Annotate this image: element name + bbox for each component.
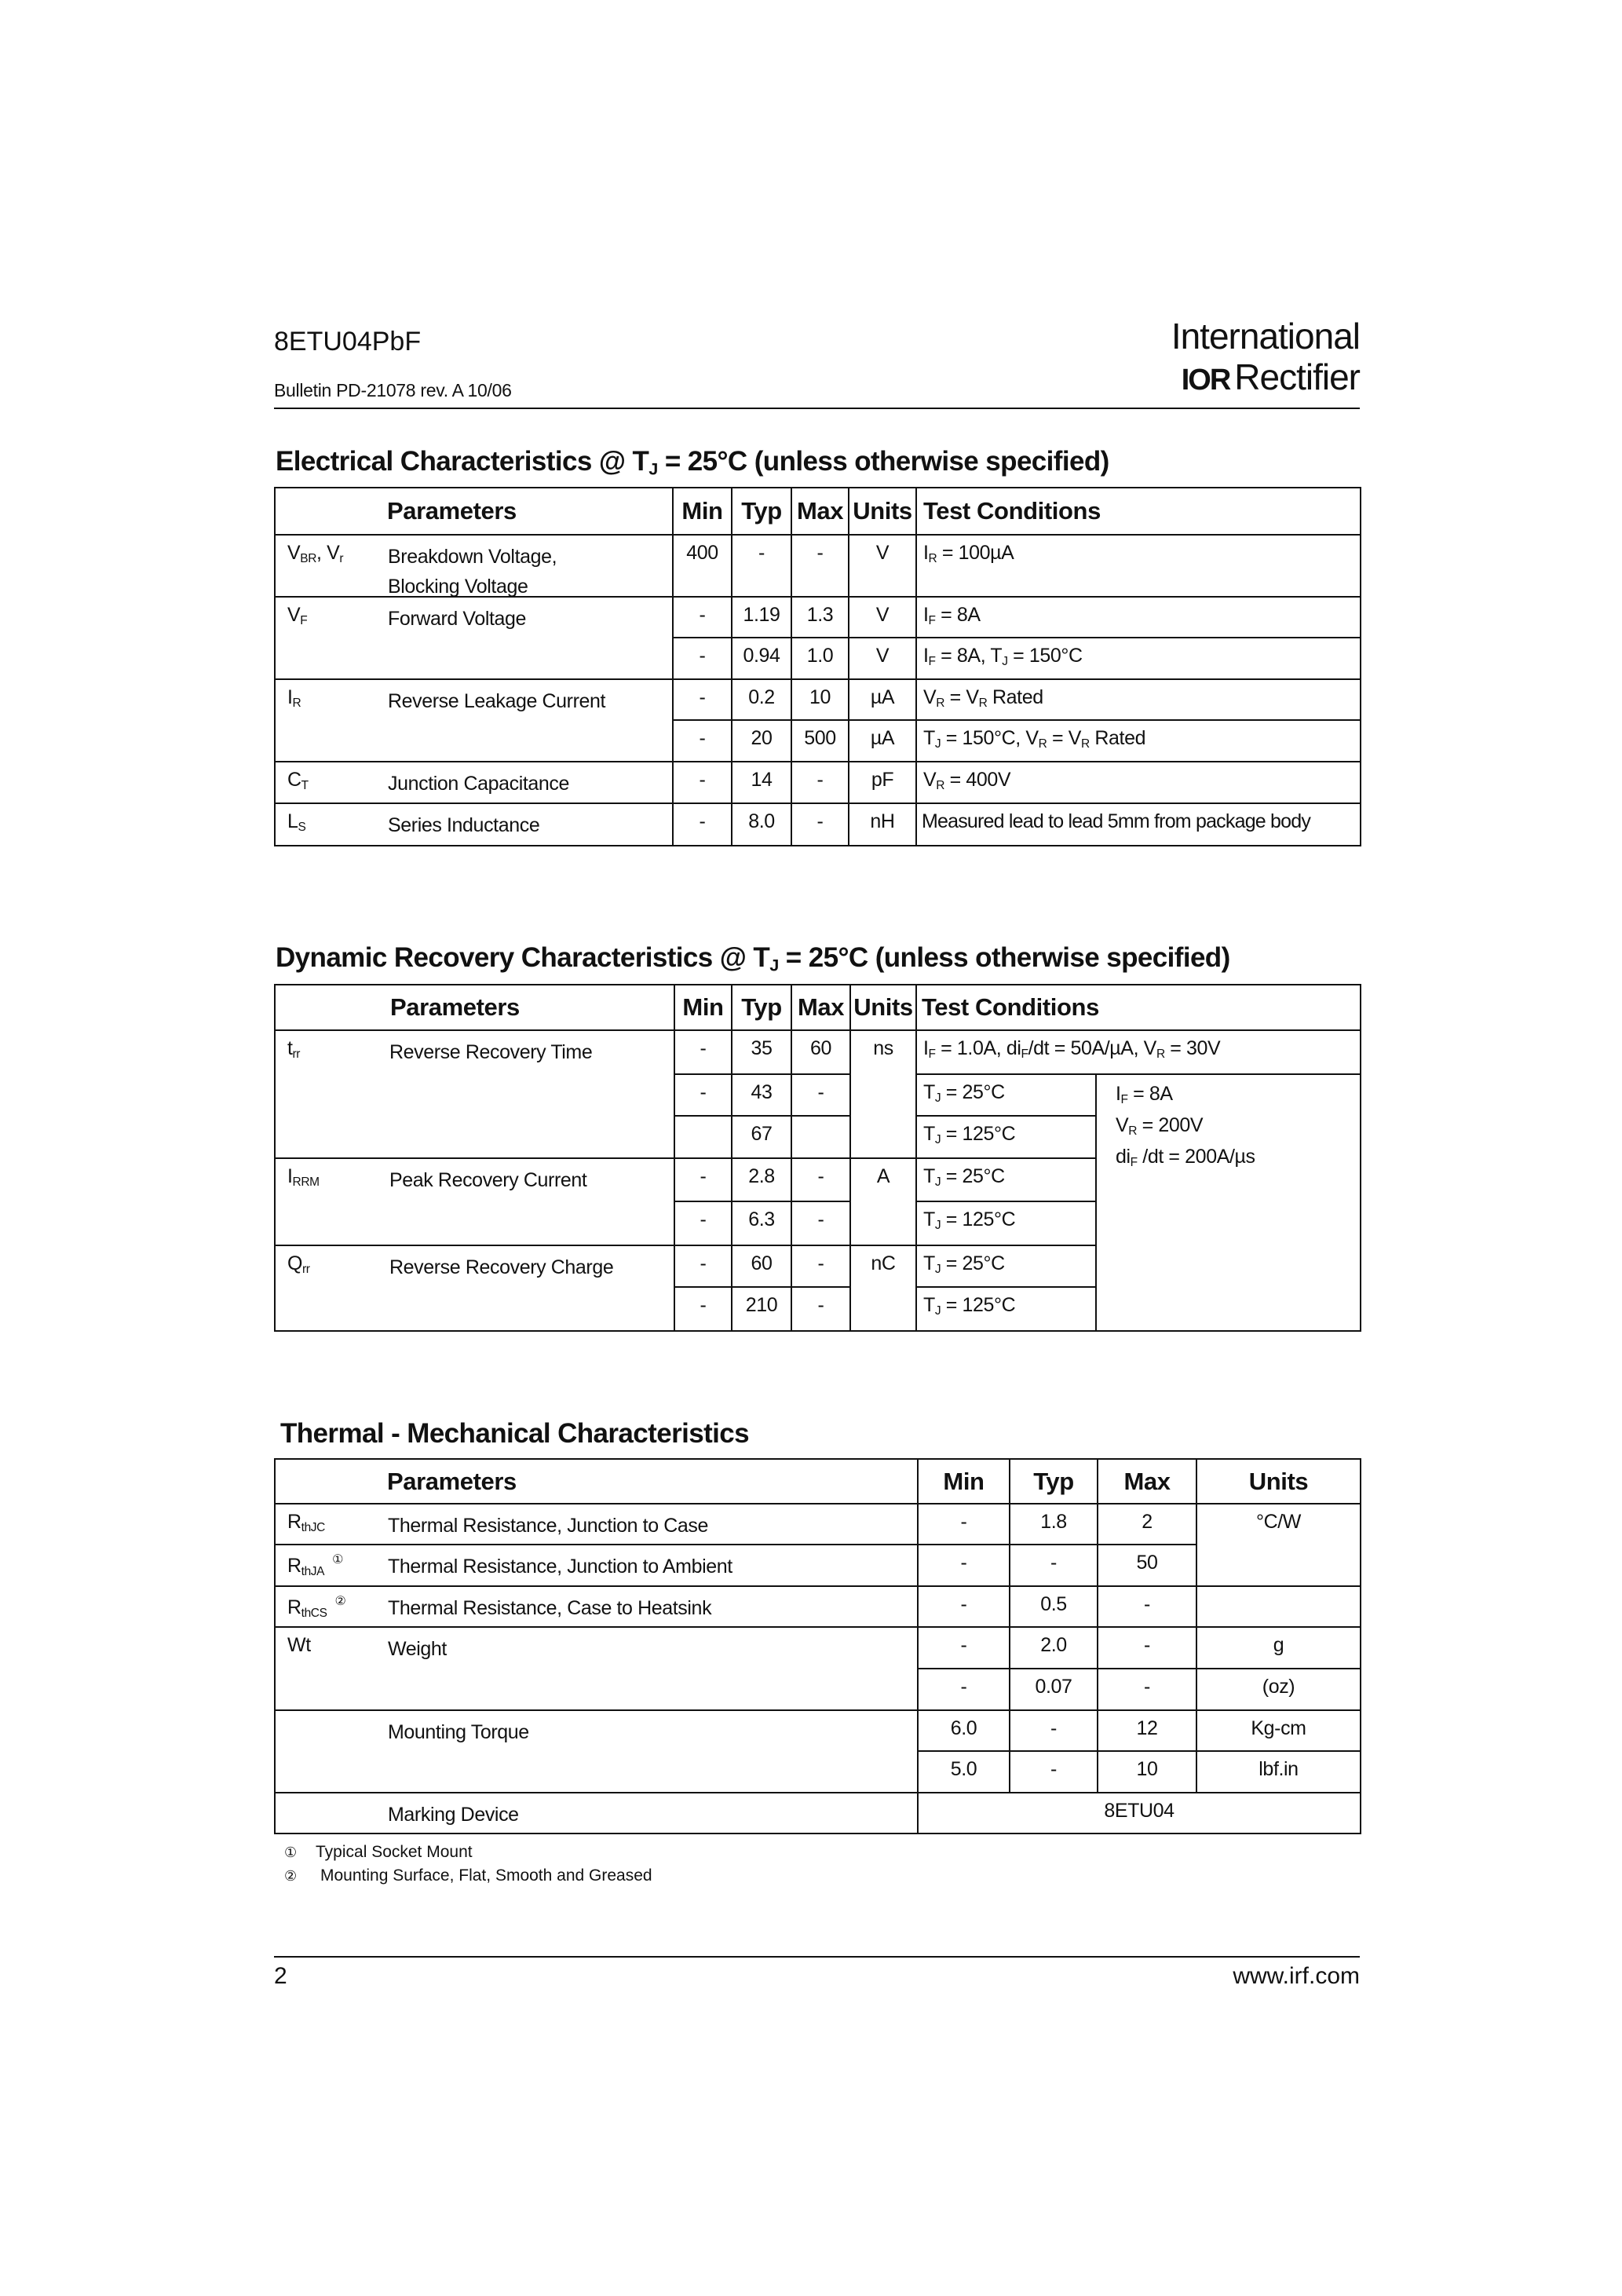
table-row bbox=[275, 1793, 1361, 1834]
max: 50 bbox=[1098, 1545, 1196, 1586]
units: V bbox=[849, 597, 916, 638]
min: - bbox=[918, 1669, 1010, 1710]
max: - bbox=[791, 1201, 850, 1245]
max: 10 bbox=[1098, 1751, 1196, 1793]
typ: 6.3 bbox=[732, 1201, 791, 1245]
text-segment: = 1.0A, di bbox=[935, 1037, 1021, 1059]
table-row bbox=[275, 1627, 1361, 1669]
min: - bbox=[673, 638, 732, 679]
min: - bbox=[674, 1158, 732, 1201]
text-segment: Q bbox=[287, 1252, 303, 1274]
text-segment: = 25°C (unless otherwise specified) bbox=[657, 446, 1109, 477]
parameter-cell bbox=[275, 1030, 674, 1158]
parameter-name: Reverse Leakage Current bbox=[388, 690, 606, 712]
text-segment: /dt = 200A/µs bbox=[1137, 1146, 1255, 1168]
text-segment: I bbox=[1116, 1083, 1121, 1105]
subscript: F bbox=[1130, 1155, 1138, 1169]
subscript: rr bbox=[292, 1047, 301, 1061]
subscript: rr bbox=[302, 1262, 310, 1276]
test-condition bbox=[916, 1245, 1096, 1287]
parameter-name: Peak Recovery Current bbox=[389, 1169, 587, 1191]
text-segment: = 150°C bbox=[1007, 645, 1083, 667]
min: - bbox=[674, 1201, 732, 1245]
min: - bbox=[674, 1245, 732, 1287]
parameter-name: Series Inductance bbox=[388, 814, 540, 836]
min: 6.0 bbox=[918, 1710, 1010, 1751]
text-segment: V bbox=[287, 542, 301, 564]
text-segment: = 400V bbox=[944, 769, 1011, 791]
text-segment: = 125°C bbox=[941, 1208, 1016, 1230]
max bbox=[791, 1116, 850, 1158]
header-parameters: Parameters bbox=[275, 1459, 918, 1504]
website-link[interactable]: www.irf.com bbox=[1233, 1963, 1360, 1989]
max: - bbox=[1098, 1586, 1196, 1627]
subscript: F bbox=[1120, 1092, 1128, 1106]
max: 500 bbox=[791, 720, 849, 762]
min: - bbox=[674, 1287, 732, 1331]
parameter-name-2: Blocking Voltage bbox=[388, 576, 528, 598]
typ: - bbox=[1010, 1545, 1098, 1586]
typ: 0.2 bbox=[732, 679, 791, 720]
symbol bbox=[287, 1511, 325, 1534]
footnote bbox=[284, 1866, 652, 1885]
footnote-mark: ① bbox=[284, 1844, 298, 1860]
text-segment: V bbox=[1116, 1114, 1129, 1136]
table-header bbox=[275, 488, 1361, 535]
header-divider bbox=[274, 408, 1360, 409]
symbol bbox=[287, 1037, 300, 1060]
dynamic-title bbox=[276, 942, 1230, 974]
text-segment: = 200V bbox=[1137, 1114, 1204, 1136]
table-header bbox=[275, 1459, 1361, 1504]
typ: 67 bbox=[732, 1116, 791, 1158]
subscript: R bbox=[292, 696, 301, 710]
min: - bbox=[918, 1627, 1010, 1669]
text-segment: L bbox=[287, 810, 298, 832]
parameter-name: Forward Voltage bbox=[388, 608, 527, 630]
subscript: F bbox=[1021, 1047, 1028, 1061]
parameter-cell bbox=[275, 1710, 918, 1793]
parameter-name: Reverse Recovery Time bbox=[389, 1041, 593, 1063]
subscript: thJA bbox=[301, 1565, 325, 1579]
parameter-name: Junction Capacitance bbox=[388, 773, 570, 795]
header-units: Units bbox=[850, 985, 916, 1030]
max: 1.0 bbox=[791, 638, 849, 679]
text-segment: R bbox=[287, 1555, 301, 1578]
text-segment: Electrical Characteristics @ T bbox=[276, 446, 649, 477]
subscript: RRM bbox=[292, 1175, 320, 1189]
text-segment: = 25°C bbox=[941, 1252, 1005, 1274]
header-conditions: Test Conditions bbox=[916, 488, 1361, 535]
text-segment: Measured lead to lead 5mm from package body bbox=[922, 810, 1311, 832]
text-segment: I bbox=[287, 686, 293, 708]
min: - bbox=[918, 1586, 1010, 1627]
max: - bbox=[1098, 1627, 1196, 1669]
table-row bbox=[275, 803, 1361, 846]
footnote-text: Mounting Surface, Flat, Smooth and Greased bbox=[320, 1866, 652, 1885]
typ: 35 bbox=[732, 1030, 791, 1074]
test-condition bbox=[916, 535, 1361, 597]
subscript: J bbox=[934, 1091, 941, 1105]
text-segment: = V bbox=[944, 686, 979, 708]
test-condition bbox=[916, 1201, 1096, 1245]
text-segment: V bbox=[923, 686, 937, 708]
max: - bbox=[791, 1074, 850, 1116]
parameter-cell bbox=[275, 597, 673, 679]
test-condition bbox=[916, 597, 1361, 638]
typ: - bbox=[1010, 1710, 1098, 1751]
subscript: F bbox=[928, 654, 936, 668]
text-segment: Rated bbox=[1089, 727, 1146, 749]
electrical-table bbox=[274, 487, 1361, 846]
typ: - bbox=[732, 535, 791, 597]
text-segment: R bbox=[287, 1596, 301, 1619]
subscript: R bbox=[1081, 737, 1090, 751]
typ: 210 bbox=[732, 1287, 791, 1331]
text-segment: = 125°C bbox=[941, 1123, 1016, 1145]
text-segment: T bbox=[923, 1165, 935, 1187]
min: - bbox=[673, 597, 732, 638]
text-segment: I bbox=[923, 542, 929, 564]
min: 400 bbox=[673, 535, 732, 597]
subscript: F bbox=[928, 1047, 936, 1061]
thermal-title: Thermal - Mechanical Characteristics bbox=[280, 1418, 749, 1449]
parameter-name: Breakdown Voltage, bbox=[388, 546, 557, 568]
table-row bbox=[275, 1030, 1361, 1074]
typ: 1.19 bbox=[732, 597, 791, 638]
symbol bbox=[287, 686, 301, 709]
units: nH bbox=[849, 803, 916, 846]
text-segment: T bbox=[923, 1123, 935, 1145]
subscript: R bbox=[1156, 1047, 1165, 1061]
header-min: Min bbox=[674, 985, 732, 1030]
text-segment: = 8A, T bbox=[935, 645, 1003, 667]
text-segment: T bbox=[923, 1252, 935, 1274]
max: - bbox=[791, 803, 849, 846]
footer-divider bbox=[274, 1956, 1360, 1958]
text-segment: t bbox=[287, 1037, 293, 1059]
max: 1.3 bbox=[791, 597, 849, 638]
text-segment: I bbox=[923, 604, 929, 626]
max: - bbox=[791, 762, 849, 803]
header-max: Max bbox=[791, 488, 849, 535]
table-row bbox=[275, 762, 1361, 803]
common-condition bbox=[1116, 1078, 1360, 1110]
parameter-cell bbox=[275, 1158, 674, 1245]
typ: 20 bbox=[732, 720, 791, 762]
text-segment: R bbox=[287, 1511, 301, 1533]
typ: 2.8 bbox=[732, 1158, 791, 1201]
units: µA bbox=[849, 720, 916, 762]
text-segment: = 25°C (unless otherwise specified) bbox=[778, 942, 1230, 973]
bulletin-info: Bulletin PD-21078 rev. A 10/06 bbox=[274, 380, 512, 400]
header-typ: Typ bbox=[732, 985, 791, 1030]
units: (oz) bbox=[1196, 1669, 1361, 1710]
footnote-mark: ② bbox=[284, 1868, 298, 1884]
typ: 1.8 bbox=[1010, 1504, 1098, 1545]
min: - bbox=[673, 679, 732, 720]
header-parameters: Parameters bbox=[275, 985, 674, 1030]
text-segment: di bbox=[1116, 1146, 1131, 1168]
test-condition bbox=[916, 638, 1361, 679]
logo-line2: Rectifier bbox=[1234, 356, 1360, 397]
parameter-name: Thermal Resistance, Junction to Ambient bbox=[388, 1556, 732, 1578]
text-segment: /dt = 50A/µA, V bbox=[1028, 1037, 1156, 1059]
subscript: J bbox=[934, 1303, 941, 1318]
header-units: Units bbox=[1196, 1459, 1361, 1504]
max: - bbox=[791, 535, 849, 597]
min: - bbox=[673, 803, 732, 846]
parameter-name: Weight bbox=[388, 1638, 447, 1660]
text-segment: I bbox=[923, 645, 929, 667]
typ: - bbox=[1010, 1751, 1098, 1793]
subscript: thCS bbox=[301, 1607, 327, 1621]
subscript: J bbox=[934, 1262, 941, 1276]
table-row bbox=[275, 1504, 1361, 1545]
units: lbf.in bbox=[1196, 1751, 1361, 1793]
header-typ: Typ bbox=[732, 488, 791, 535]
text-segment: = 25°C bbox=[941, 1081, 1005, 1103]
text-segment: V bbox=[923, 769, 937, 791]
text-segment: = 8A bbox=[1127, 1083, 1173, 1105]
text-segment: Wt bbox=[287, 1634, 311, 1656]
test-condition bbox=[916, 1074, 1096, 1116]
min: - bbox=[674, 1030, 732, 1074]
parameter-name: Thermal Resistance, Case to Heatsink bbox=[388, 1597, 712, 1619]
min: - bbox=[673, 762, 732, 803]
typ: 8.0 bbox=[732, 803, 791, 846]
typ: 14 bbox=[732, 762, 791, 803]
table-row bbox=[275, 535, 1361, 597]
units: µA bbox=[849, 679, 916, 720]
text-segment: T bbox=[923, 1081, 935, 1103]
footnote-text: Typical Socket Mount bbox=[316, 1843, 473, 1861]
test-condition bbox=[916, 762, 1361, 803]
units: nC bbox=[850, 1245, 916, 1331]
parameter-name: Thermal Resistance, Junction to Case bbox=[388, 1515, 709, 1537]
symbol bbox=[287, 1555, 324, 1577]
table-header bbox=[275, 985, 1361, 1030]
text-segment: , V bbox=[316, 542, 340, 564]
min: - bbox=[918, 1545, 1010, 1586]
text-segment: I bbox=[287, 1165, 293, 1187]
parameter-cell bbox=[275, 762, 673, 803]
units: ns bbox=[850, 1030, 916, 1158]
header-max: Max bbox=[791, 985, 850, 1030]
typ: 2.0 bbox=[1010, 1627, 1098, 1669]
part-number: 8ETU04PbF bbox=[274, 327, 422, 356]
subscript: thJC bbox=[301, 1520, 325, 1534]
symbol bbox=[287, 1596, 327, 1621]
header-conditions: Test Conditions bbox=[916, 985, 1361, 1030]
text-segment: = 25°C bbox=[941, 1165, 1005, 1187]
text-segment: = 30V bbox=[1164, 1037, 1221, 1059]
subscript: R bbox=[936, 696, 945, 710]
electrical-title bbox=[276, 446, 1109, 477]
max: 2 bbox=[1098, 1504, 1196, 1545]
logo-mark: IOR bbox=[1181, 364, 1230, 397]
test-condition bbox=[916, 803, 1361, 846]
symbol bbox=[287, 542, 343, 565]
common-condition bbox=[1116, 1110, 1360, 1141]
text-segment: T bbox=[923, 1294, 935, 1316]
page-number: 2 bbox=[274, 1963, 287, 1989]
test-condition bbox=[916, 1287, 1096, 1331]
header-units: Units bbox=[849, 488, 916, 535]
text-segment: I bbox=[923, 1037, 929, 1059]
subscript: r bbox=[339, 551, 344, 565]
subscript: J bbox=[769, 955, 779, 975]
typ: 0.07 bbox=[1010, 1669, 1098, 1710]
min: - bbox=[674, 1074, 732, 1116]
subscript: J bbox=[934, 1218, 941, 1232]
company-logo bbox=[1171, 316, 1360, 400]
units: V bbox=[849, 535, 916, 597]
max: - bbox=[791, 1158, 850, 1201]
text-segment: = 8A bbox=[935, 604, 981, 626]
subscript: BR bbox=[300, 551, 317, 565]
symbol bbox=[287, 1634, 311, 1657]
symbol bbox=[287, 769, 309, 792]
subscript: F bbox=[928, 613, 936, 627]
header-max: Max bbox=[1098, 1459, 1196, 1504]
parameter-name: Marking Device bbox=[388, 1804, 519, 1826]
symbol bbox=[287, 604, 307, 627]
text-segment: = 100µA bbox=[937, 542, 1014, 564]
subscript: S bbox=[298, 820, 306, 834]
table-row bbox=[275, 597, 1361, 638]
min: - bbox=[918, 1504, 1010, 1545]
text-segment: = 125°C bbox=[941, 1294, 1016, 1316]
subscript: R bbox=[978, 696, 988, 710]
footnote bbox=[284, 1843, 473, 1862]
table-row bbox=[275, 679, 1361, 720]
parameter-cell bbox=[275, 1586, 918, 1627]
units: g bbox=[1196, 1627, 1361, 1669]
parameter-cell bbox=[275, 1504, 918, 1545]
parameter-cell bbox=[275, 679, 673, 762]
min: 5.0 bbox=[918, 1751, 1010, 1793]
header-min: Min bbox=[918, 1459, 1010, 1504]
text-segment: = 150°C, V bbox=[941, 727, 1039, 749]
parameter-cell bbox=[275, 803, 673, 846]
subscript: R bbox=[1038, 737, 1047, 751]
symbol bbox=[287, 1165, 320, 1188]
parameter-cell bbox=[275, 1245, 674, 1331]
footnote-2-marker: ② bbox=[334, 1595, 346, 1608]
table-row bbox=[275, 1586, 1361, 1627]
subscript: R bbox=[936, 778, 945, 792]
text-segment: = V bbox=[1047, 727, 1082, 749]
typ: 43 bbox=[732, 1074, 791, 1116]
marking-value: 8ETU04 bbox=[918, 1793, 1361, 1834]
header-typ: Typ bbox=[1010, 1459, 1098, 1504]
common-condition bbox=[1116, 1141, 1360, 1172]
parameter-cell bbox=[275, 1627, 918, 1710]
typ: 60 bbox=[732, 1245, 791, 1287]
units bbox=[1196, 1586, 1361, 1627]
header-min: Min bbox=[673, 488, 732, 535]
min bbox=[674, 1116, 732, 1158]
parameter-cell bbox=[275, 1545, 918, 1586]
min: - bbox=[673, 720, 732, 762]
thermal-table bbox=[274, 1458, 1361, 1834]
text-segment: Rated bbox=[987, 686, 1043, 708]
units: °C/W bbox=[1196, 1504, 1361, 1586]
subscript: R bbox=[1128, 1124, 1138, 1138]
max: 10 bbox=[791, 679, 849, 720]
units: A bbox=[850, 1158, 916, 1245]
parameter-cell bbox=[275, 1793, 918, 1834]
test-condition bbox=[916, 1116, 1096, 1158]
test-condition bbox=[916, 1158, 1096, 1201]
subscript: J bbox=[934, 737, 941, 751]
test-condition bbox=[916, 720, 1361, 762]
parameter-name: Reverse Recovery Charge bbox=[389, 1256, 614, 1278]
text-segment: Dynamic Recovery Characteristics @ T bbox=[276, 942, 770, 973]
max: 12 bbox=[1098, 1710, 1196, 1751]
units: V bbox=[849, 638, 916, 679]
test-condition bbox=[916, 679, 1361, 720]
subscript: F bbox=[300, 613, 308, 627]
units: Kg-cm bbox=[1196, 1710, 1361, 1751]
header-parameters: Parameters bbox=[275, 488, 673, 535]
subscript: J bbox=[934, 1132, 941, 1146]
max: 60 bbox=[791, 1030, 850, 1074]
subscript: J bbox=[934, 1175, 941, 1189]
common-conditions bbox=[1096, 1074, 1361, 1331]
typ: 0.94 bbox=[732, 638, 791, 679]
parameter-name: Mounting Torque bbox=[388, 1721, 529, 1743]
symbol bbox=[287, 1252, 310, 1275]
text-segment: T bbox=[923, 727, 935, 749]
test-condition bbox=[916, 1030, 1361, 1074]
symbol bbox=[287, 810, 305, 833]
footnote-1-marker: ① bbox=[332, 1553, 344, 1567]
table-row bbox=[275, 1710, 1361, 1751]
text-segment: V bbox=[287, 604, 301, 626]
subscript: J bbox=[648, 459, 658, 479]
text-segment: T bbox=[923, 1208, 935, 1230]
typ: 0.5 bbox=[1010, 1586, 1098, 1627]
max: - bbox=[791, 1245, 850, 1287]
text-segment: C bbox=[287, 769, 301, 791]
subscript: R bbox=[928, 551, 937, 565]
logo-line1: International bbox=[1171, 316, 1360, 356]
max: - bbox=[791, 1287, 850, 1331]
units: pF bbox=[849, 762, 916, 803]
dynamic-table bbox=[274, 984, 1361, 1332]
parameter-cell bbox=[275, 535, 673, 597]
subscript: J bbox=[1002, 654, 1008, 668]
max: - bbox=[1098, 1669, 1196, 1710]
subscript: T bbox=[301, 778, 309, 792]
